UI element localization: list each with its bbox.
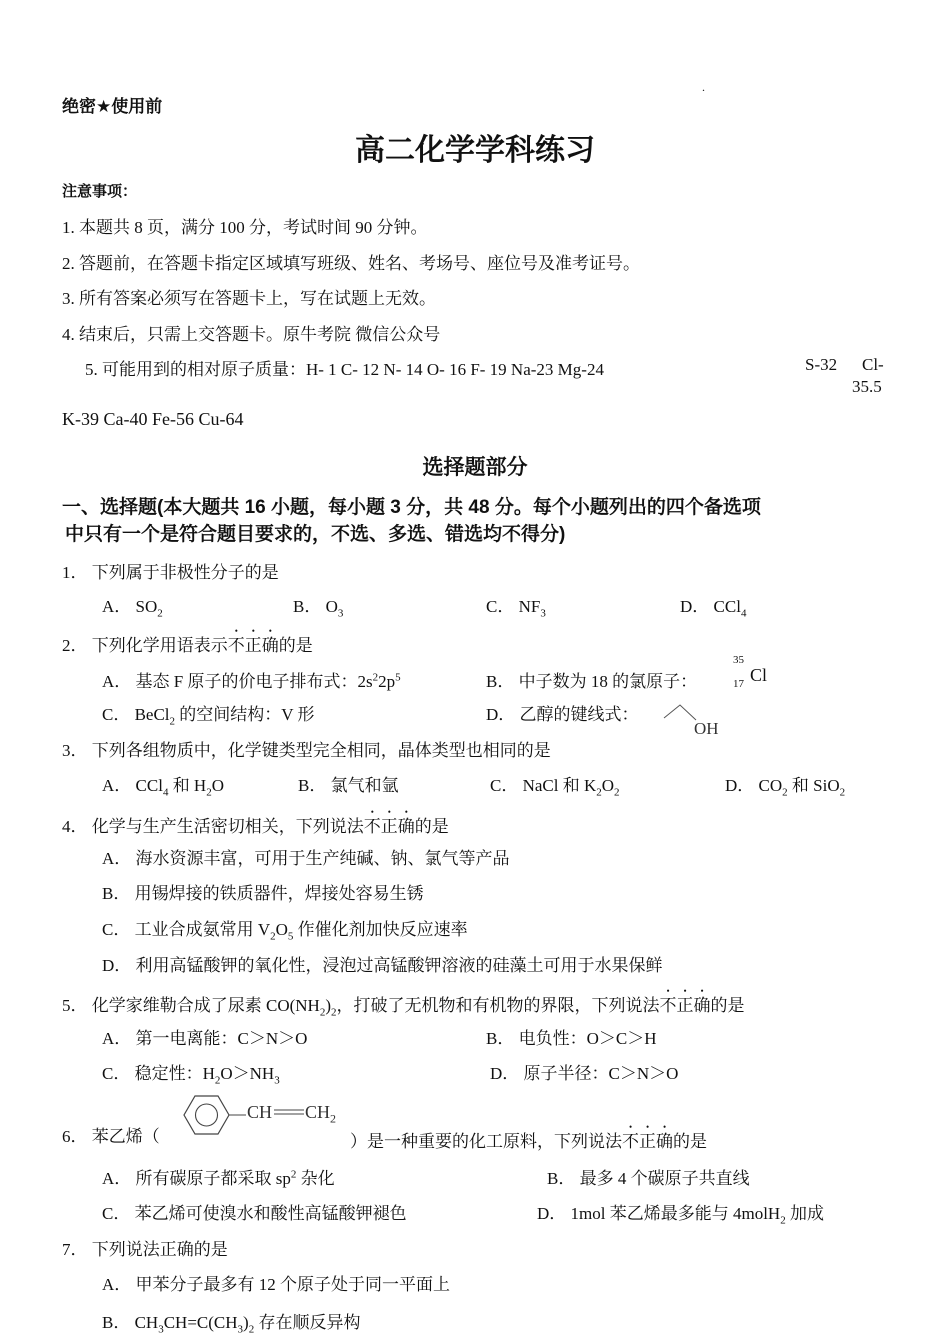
q1-stem: 1． 下列属于非极性分子的是 xyxy=(62,563,279,582)
q4-option-c: C． 工业合成氨常用 $V_2O_5$ 作催化剂加快反应速率 xyxy=(102,920,468,943)
q5-option-d: D． 原子半径：C＞N＞O xyxy=(490,1064,679,1083)
q5-emphasis: 不正确 xyxy=(659,996,711,1015)
styrene-ch2 xyxy=(305,1102,336,1127)
page-title: 高二化学学科练习 xyxy=(355,134,595,167)
section-heading-line1: 一、选择题(本大题共 16 小题，每小题 3 分，共 48 分。每个小题列出的四个备选项 xyxy=(62,497,761,518)
q6-option-d: D． 1mol 苯乙烯最多能与 4molH$_2$ 加成 xyxy=(537,1204,824,1227)
q1-option-b: B． $O_3$ xyxy=(293,597,344,620)
q3-option-c: C． NaCl 和 $K_2O_2$ xyxy=(490,776,620,799)
ethanol-oh-label: OH xyxy=(694,719,719,738)
styrene-ch2-text: CH xyxy=(305,1102,331,1122)
atomic-mass-cl-b: 35.5 xyxy=(852,377,882,396)
q6-stem-b-text: ）是一种重要的化工原料，下列说法 xyxy=(350,1132,622,1151)
q4-emphasis: 不正确 xyxy=(363,817,415,836)
q2-option-a: A． 基态 F 原子的价电子排布式：$2s^22p^5$ xyxy=(102,671,401,691)
q2-stem-a: 2． 下列化学用语表示 xyxy=(62,636,228,655)
q5-option-b: B． 电负性：O＞C＞H xyxy=(486,1029,657,1048)
atomic-mass-line2: K-39 Ca-40 Fe-56 Cu-64 xyxy=(62,409,244,429)
q4-stem-b: 的是 xyxy=(414,817,449,836)
q4-stem xyxy=(62,807,449,837)
ethanol-bond-line xyxy=(664,705,696,720)
q1-option-d: D． CCl$_4$ xyxy=(680,597,747,620)
note-1: 1. 本题共 8 页，满分 100 分，考试时间 90 分钟。 xyxy=(62,218,428,237)
styrene-ch: CH xyxy=(247,1102,273,1122)
q6-stem-c: 的是 xyxy=(673,1132,707,1151)
secret-label: 绝密★使用前 xyxy=(62,97,163,116)
notice-heading: 注意事项： xyxy=(62,183,138,200)
q2-emphasis: 不正确 xyxy=(227,636,279,655)
q2-isotope-symbol: Cl xyxy=(750,665,768,685)
q5-option-c: C． 稳定性：$H_2O>NH_3$ xyxy=(102,1064,280,1087)
benzene-ring-hexagon xyxy=(184,1096,229,1134)
q4-option-d: D． 利用高锰酸钾的氧化性，浸泡过高锰酸钾溶液的硅藻土可用于水果保鲜 xyxy=(102,956,663,975)
q6-option-b: B． 最多 4 个碳原子共直线 xyxy=(547,1169,750,1188)
q2-stem xyxy=(62,626,313,656)
page-dot: . xyxy=(702,80,705,94)
note-2: 2. 答题前，在答题卡指定区域填写班级、姓名、考场号、座位号及准考证号。 xyxy=(62,254,640,273)
q7-stem: 7． 下列说法正确的是 xyxy=(62,1240,228,1259)
section-heading-line2: 中只有一个是符合题目要求的，不选、多选、错选均不得分) xyxy=(65,524,566,545)
q2-option-d: D． 乙醇的键线式： xyxy=(486,705,639,724)
atomic-mass-cl-a: Cl- xyxy=(862,355,884,374)
styrene-double-bond xyxy=(272,1104,306,1120)
atomic-mass-line1: 5. 可能用到的相对原子质量：H- 1 C- 12 N- 14 O- 16 F- 19 Na-23 Mg-24 xyxy=(85,360,604,379)
q2-isotope-number: 17 xyxy=(733,678,744,690)
q3-stem: 3． 下列各组物质中，化学键类型完全相同，晶体类型也相同的是 xyxy=(62,741,551,760)
note-4: 4. 结束后，只需上交答题卡。原牛考院 微信公众号 xyxy=(62,325,441,344)
q1-option-c: C． $NF_3$ xyxy=(486,597,546,620)
note-3: 3. 所有答案必须写在答题卡上，写在试题上无效。 xyxy=(62,289,436,308)
q5-stem: 5． 化学家维勒合成了尿素 $CO(NH_2)_2$，打破了无机物和有机物的界限，下列说法不正确的是 xyxy=(62,996,745,1019)
benzene-ring-inner-circle xyxy=(196,1104,218,1126)
q2-stem-b: 的是 xyxy=(278,636,313,655)
q3-option-a: A． CCl$_4$ 和 $H_2O$ xyxy=(102,776,224,799)
q4-option-a: A． 海水资源丰富，可用于生产纯碱、钠、氯气等产品 xyxy=(102,849,510,868)
q5-option-a: A． 第一电离能：C＞N＞O xyxy=(102,1029,308,1048)
q1-option-a: A． $SO_2$ xyxy=(102,597,163,620)
q6-emphasis: 不正确 xyxy=(622,1132,673,1151)
q6-option-c: C． 苯乙烯可使溴水和酸性高锰酸钾褪色 xyxy=(102,1204,407,1223)
q6-stem-a: 6． 苯乙烯（ xyxy=(62,1127,160,1146)
q3-option-b: B． 氯气和氩 xyxy=(298,776,399,795)
q4-stem-a: 4． 化学与生产生活密切相关，下列说法 xyxy=(62,817,364,836)
q2-option-c: C． BeCl$_2$ 的空间结构：V 形 xyxy=(102,705,315,728)
q3-option-d: D． $CO_2$ 和 SiO$_2$ xyxy=(725,776,846,799)
q6-option-a: A． 所有碳原子都采取 $sp^2$ 杂化 xyxy=(102,1168,335,1188)
q2-option-b xyxy=(486,667,697,692)
q4-option-b: B． 用锡焊接的铁质器件，焊接处容易生锈 xyxy=(102,884,424,903)
q7-option-b: B． $CH_3CH=C(CH_3)_2$ 存在顺反异构 xyxy=(102,1313,361,1336)
q2-isotope-mass: 35 xyxy=(733,654,744,666)
styrene-ch2-subscript: 2 xyxy=(330,1111,337,1126)
atomic-mass-s: S-32 xyxy=(805,355,838,374)
section-title: 选择题部分 xyxy=(422,456,528,479)
q5-stem-b: 的是 xyxy=(710,996,745,1015)
q2-option-b-text: B． 中子数为 18 的氯原子： xyxy=(486,672,698,691)
q7-option-a: A． 甲苯分子最多有 12 个原子处于同一平面上 xyxy=(102,1275,451,1294)
q6-stem-b xyxy=(350,1122,707,1152)
benzene-ring-structure xyxy=(178,1090,248,1146)
